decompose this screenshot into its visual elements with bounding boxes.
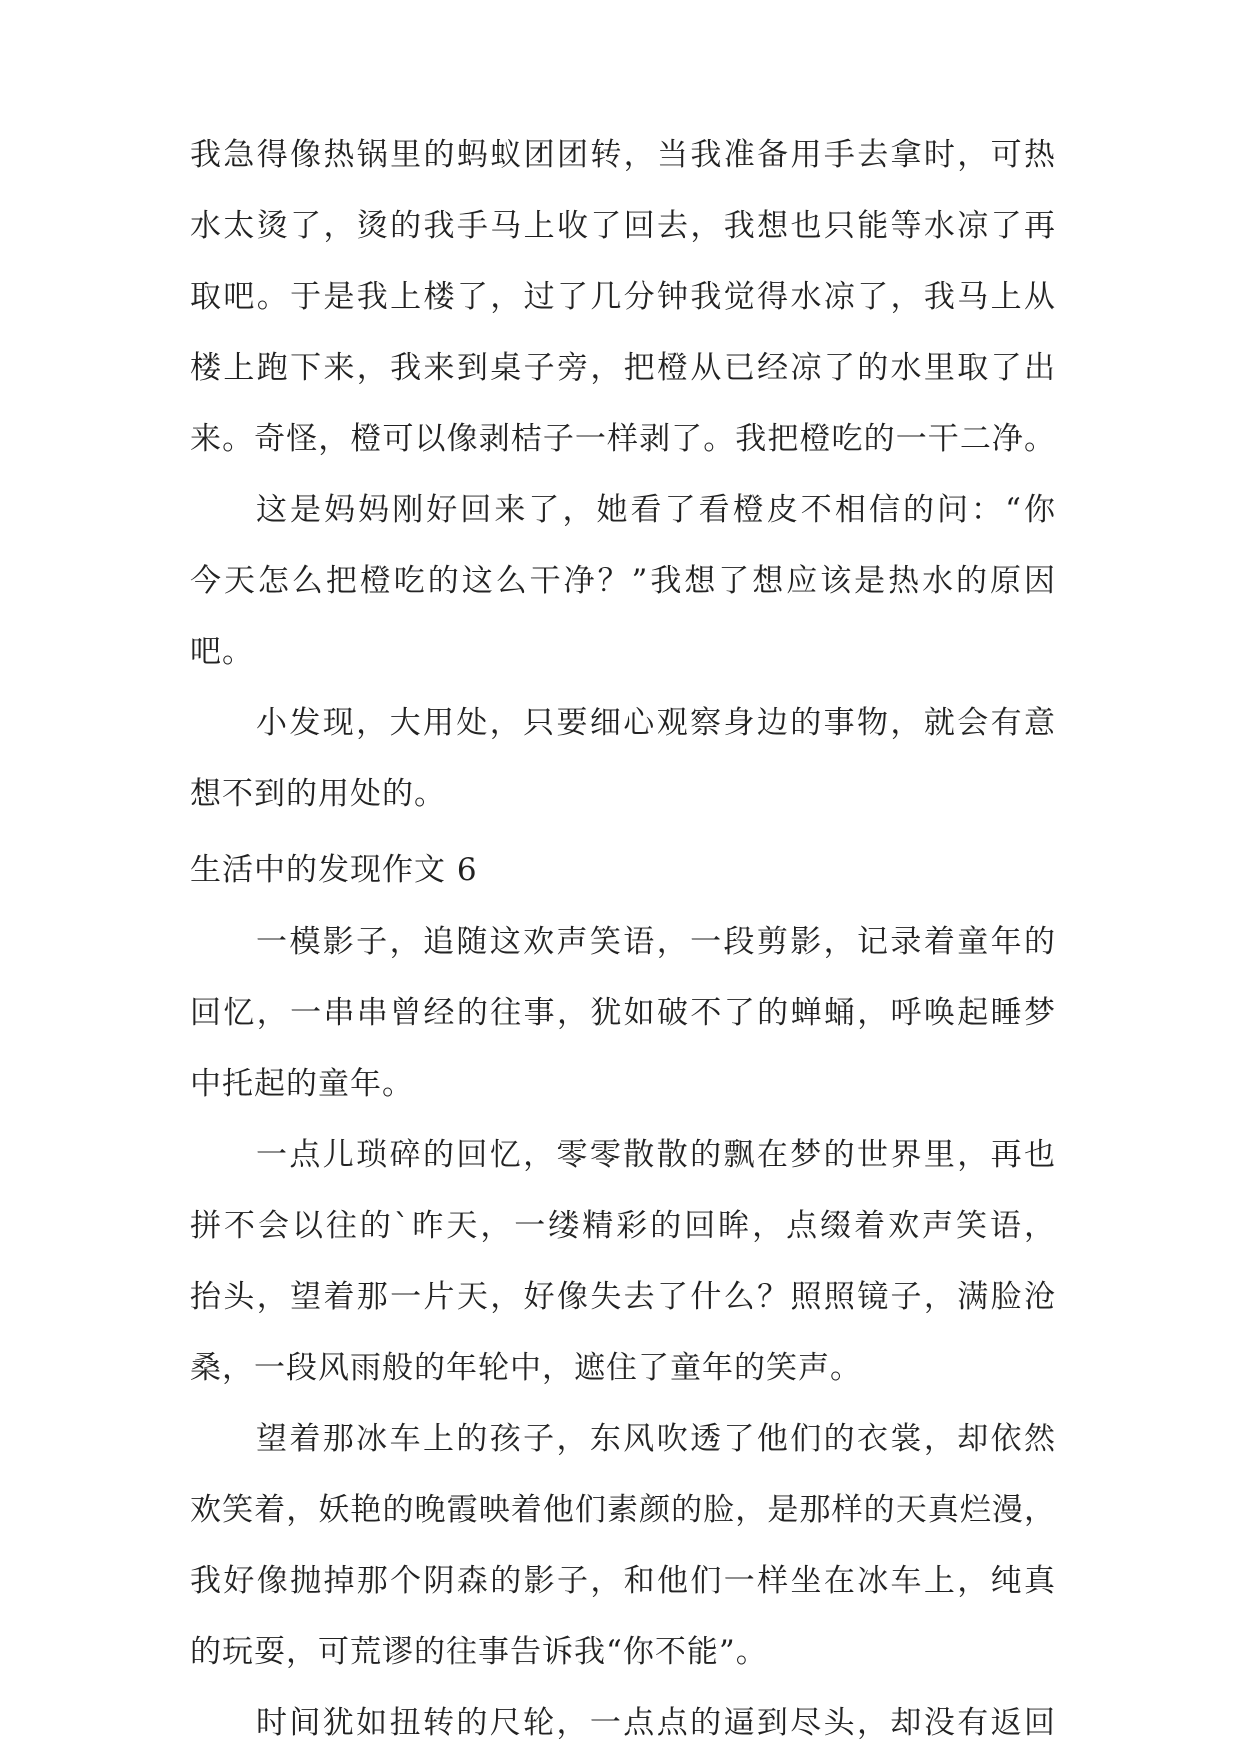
text-line: 水太烫了，烫的我手马上收了回去，我想也只能等水凉了再 — [190, 208, 1056, 244]
text-line: 今天怎么把橙吃的这么干净？”我想了想应该是热水的原因 — [190, 563, 1056, 599]
text-line: 来。奇怪，橙可以像剥桔子一样剥了。我把橙吃的一干二净。 — [190, 421, 1056, 457]
text-line: 这是妈妈刚好回来了，她看了看橙皮不相信的问：“你 — [256, 492, 1056, 528]
text-line: 拼不会以往的`昨天，一缕精彩的回眸，点缀着欢声笑语， — [190, 1208, 1056, 1244]
text-line: 我急得像热锅里的蚂蚁团团转，当我准备用手去拿时，可热 — [190, 137, 1056, 173]
text-line: 回忆，一串串曾经的往事，犹如破不了的蝉蛹，呼唤起睡梦 — [190, 995, 1056, 1031]
text-line: 我好像抛掉那个阴森的影子，和他们一样坐在冰车上，纯真 — [190, 1563, 1056, 1599]
text-line: 桑，一段风雨般的年轮中，遮住了童年的笑声。 — [190, 1350, 862, 1386]
text-line: 楼上跑下来，我来到桌子旁，把橙从已经凉了的水里取了出 — [190, 350, 1056, 386]
text-line: 一模影子，追随这欢声笑语，一段剪影，记录着童年的 — [256, 924, 1056, 960]
text-line: 取吧。于是我上楼了，过了几分钟我觉得水凉了，我马上从 — [190, 279, 1056, 315]
section-title: 生活中的发现作文 6 — [190, 852, 478, 888]
text-line: 中托起的童年。 — [190, 1066, 414, 1102]
text-line: 欢笑着，妖艳的晚霞映着他们素颜的脸，是那样的天真烂漫， — [190, 1492, 1056, 1528]
text-line: 吧。 — [190, 634, 254, 670]
text-line: 想不到的用处的。 — [190, 776, 446, 812]
text-line: 小发现，大用处，只要细心观察身边的事物，就会有意 — [256, 705, 1056, 741]
text-line: 的玩耍，可荒谬的往事告诉我“你不能”。 — [190, 1634, 768, 1670]
text-line: 抬头，望着那一片天，好像失去了什么？照照镜子，满脸沧 — [190, 1279, 1056, 1315]
text-line: 时间犹如扭转的尺轮，一点点的逼到尽头，却没有返回 — [256, 1705, 1056, 1741]
text-line: 一点儿琐碎的回忆，零零散散的飘在梦的世界里，再也 — [256, 1137, 1056, 1173]
text-line: 望着那冰车上的孩子，东风吹透了他们的衣裳，却依然 — [256, 1421, 1056, 1457]
